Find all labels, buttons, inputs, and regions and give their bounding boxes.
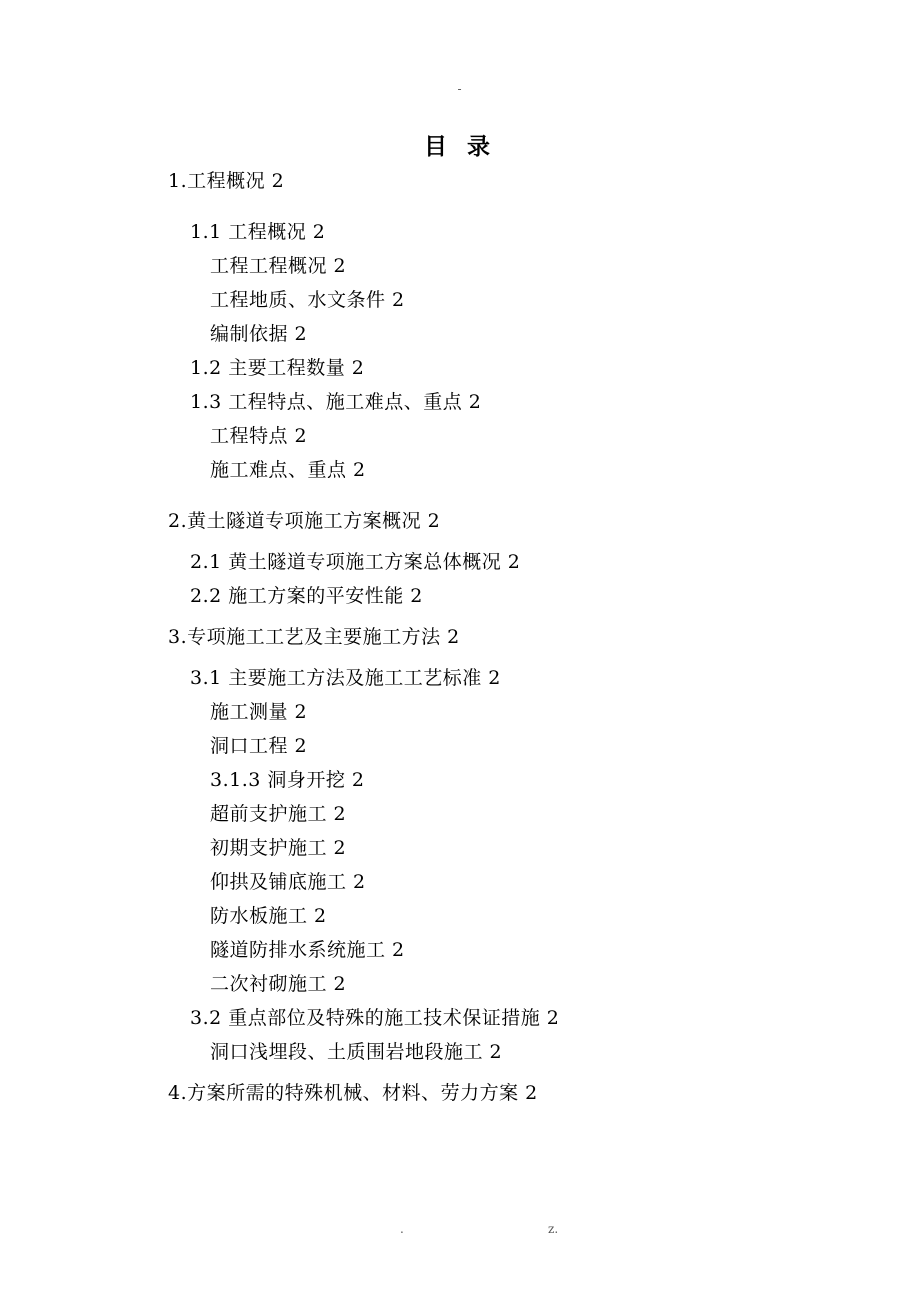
- toc-entry[interactable]: 洞口工程 2: [210, 735, 308, 757]
- toc-entry[interactable]: 4.方案所需的特殊机械、材料、劳力方案 2: [168, 1082, 538, 1104]
- toc-entry[interactable]: 3.2 重点部位及特殊的施工技术保证措施 2: [190, 1007, 560, 1029]
- toc-entry[interactable]: 2.2 施工方案的平安性能 2: [190, 585, 423, 607]
- footer-left-text: .: [400, 1222, 404, 1236]
- toc-entry[interactable]: 施工难点、重点 2: [210, 459, 366, 481]
- footer-right-text: z.: [548, 1222, 559, 1236]
- toc-entry[interactable]: 二次衬砌施工 2: [210, 973, 347, 995]
- toc-entry[interactable]: 超前支护施工 2: [210, 803, 347, 825]
- toc-entry[interactable]: 2.黄土隧道专项施工方案概况 2: [168, 510, 441, 532]
- toc-entry[interactable]: 工程地质、水文条件 2: [210, 289, 405, 311]
- toc-entry[interactable]: 1.2 主要工程数量 2: [190, 357, 365, 379]
- toc-entry[interactable]: 防水板施工 2: [210, 905, 327, 927]
- toc-entry[interactable]: 3.1 主要施工方法及施工工艺标准 2: [190, 667, 501, 689]
- toc-entry[interactable]: 工程特点 2: [210, 425, 308, 447]
- toc-entry[interactable]: 1.3 工程特点、施工难点、重点 2: [190, 391, 482, 413]
- toc-entry[interactable]: 仰拱及铺底施工 2: [210, 871, 366, 893]
- toc-entry[interactable]: 隧道防排水系统施工 2: [210, 939, 405, 961]
- toc-entry[interactable]: 3.专项施工工艺及主要施工方法 2: [168, 626, 460, 648]
- page-title: 目 录: [423, 133, 496, 160]
- toc-entry[interactable]: 施工测量 2: [210, 701, 308, 723]
- toc-entry[interactable]: 初期支护施工 2: [210, 837, 347, 859]
- toc-entry[interactable]: 1.工程概况 2: [168, 170, 285, 192]
- toc-entry[interactable]: 2.1 黄土隧道专项施工方案总体概况 2: [190, 551, 521, 573]
- toc-entry[interactable]: 编制依据 2: [210, 323, 308, 345]
- toc-entry[interactable]: 1.1 工程概况 2: [190, 221, 326, 243]
- toc-entry[interactable]: 工程工程概况 2: [210, 255, 347, 277]
- table-of-contents: [168, 172, 868, 1103]
- toc-entry[interactable]: 3.1.3 洞身开挖 2: [210, 769, 365, 791]
- page-header-mark: -: [457, 82, 463, 96]
- toc-entry[interactable]: 洞口浅埋段、土质围岩地段施工 2: [210, 1041, 503, 1063]
